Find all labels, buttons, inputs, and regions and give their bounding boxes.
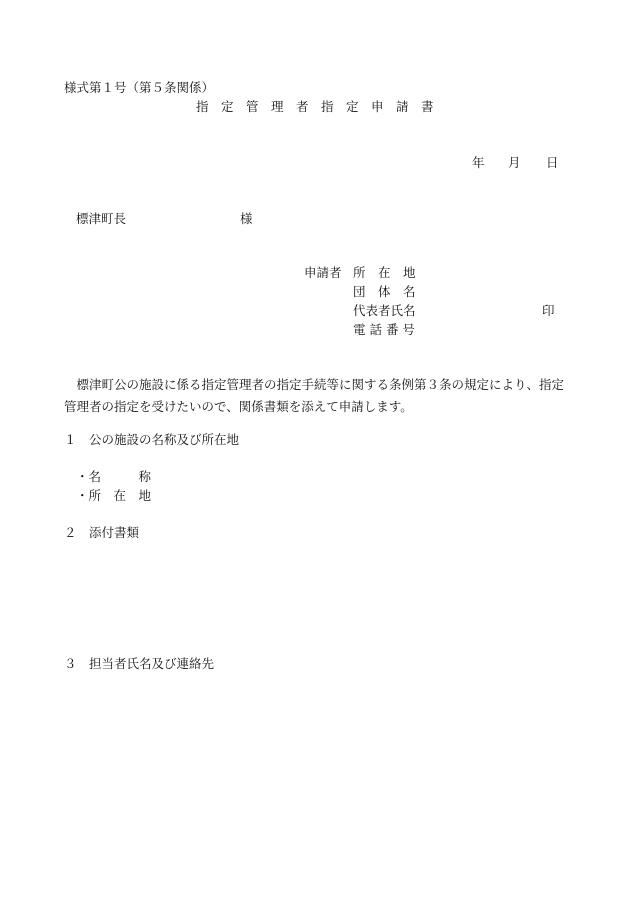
section-3-title: 担当者氏名及び連絡先 [89,656,215,671]
form-number: 様式第１号（第５条関係） [64,80,215,95]
section-1-title: 公の施設の名称及び所在地 [89,432,240,447]
section-2-title: 添付書類 [89,525,140,540]
section-2-number: ２ [64,525,77,540]
applicant-organization-label: 団 体 名 [353,284,416,299]
addressee-name: 標津町長 [76,211,127,226]
section-3-number: ３ [64,656,77,671]
date-month: 月 [508,155,521,170]
applicant-phone-label: 電 話 番 号 [353,322,415,337]
applicant-label: 申請者 [304,265,342,280]
section-1-item-name: ・名 称 [76,469,152,484]
applicant-address-label: 所 在 地 [353,265,416,280]
document-title: 指 定 管 理 者 指 定 申 請 書 [196,99,434,114]
application-statement: 標津町公の施設に係る指定管理者の指定手続等に関する条例第３条の規定により、指定管理者の指定を受けたいので、関係書類を添えて申請します。 [64,377,565,414]
date-year: 年 [472,155,485,170]
section-1-item-location: ・所 在 地 [76,488,152,503]
date-day: 日 [546,155,559,170]
seal-mark: 印 [542,303,555,318]
applicant-representative-label: 代表者氏名 [353,303,416,318]
section-1-number: １ [64,432,77,447]
addressee-honorific: 様 [240,211,253,226]
